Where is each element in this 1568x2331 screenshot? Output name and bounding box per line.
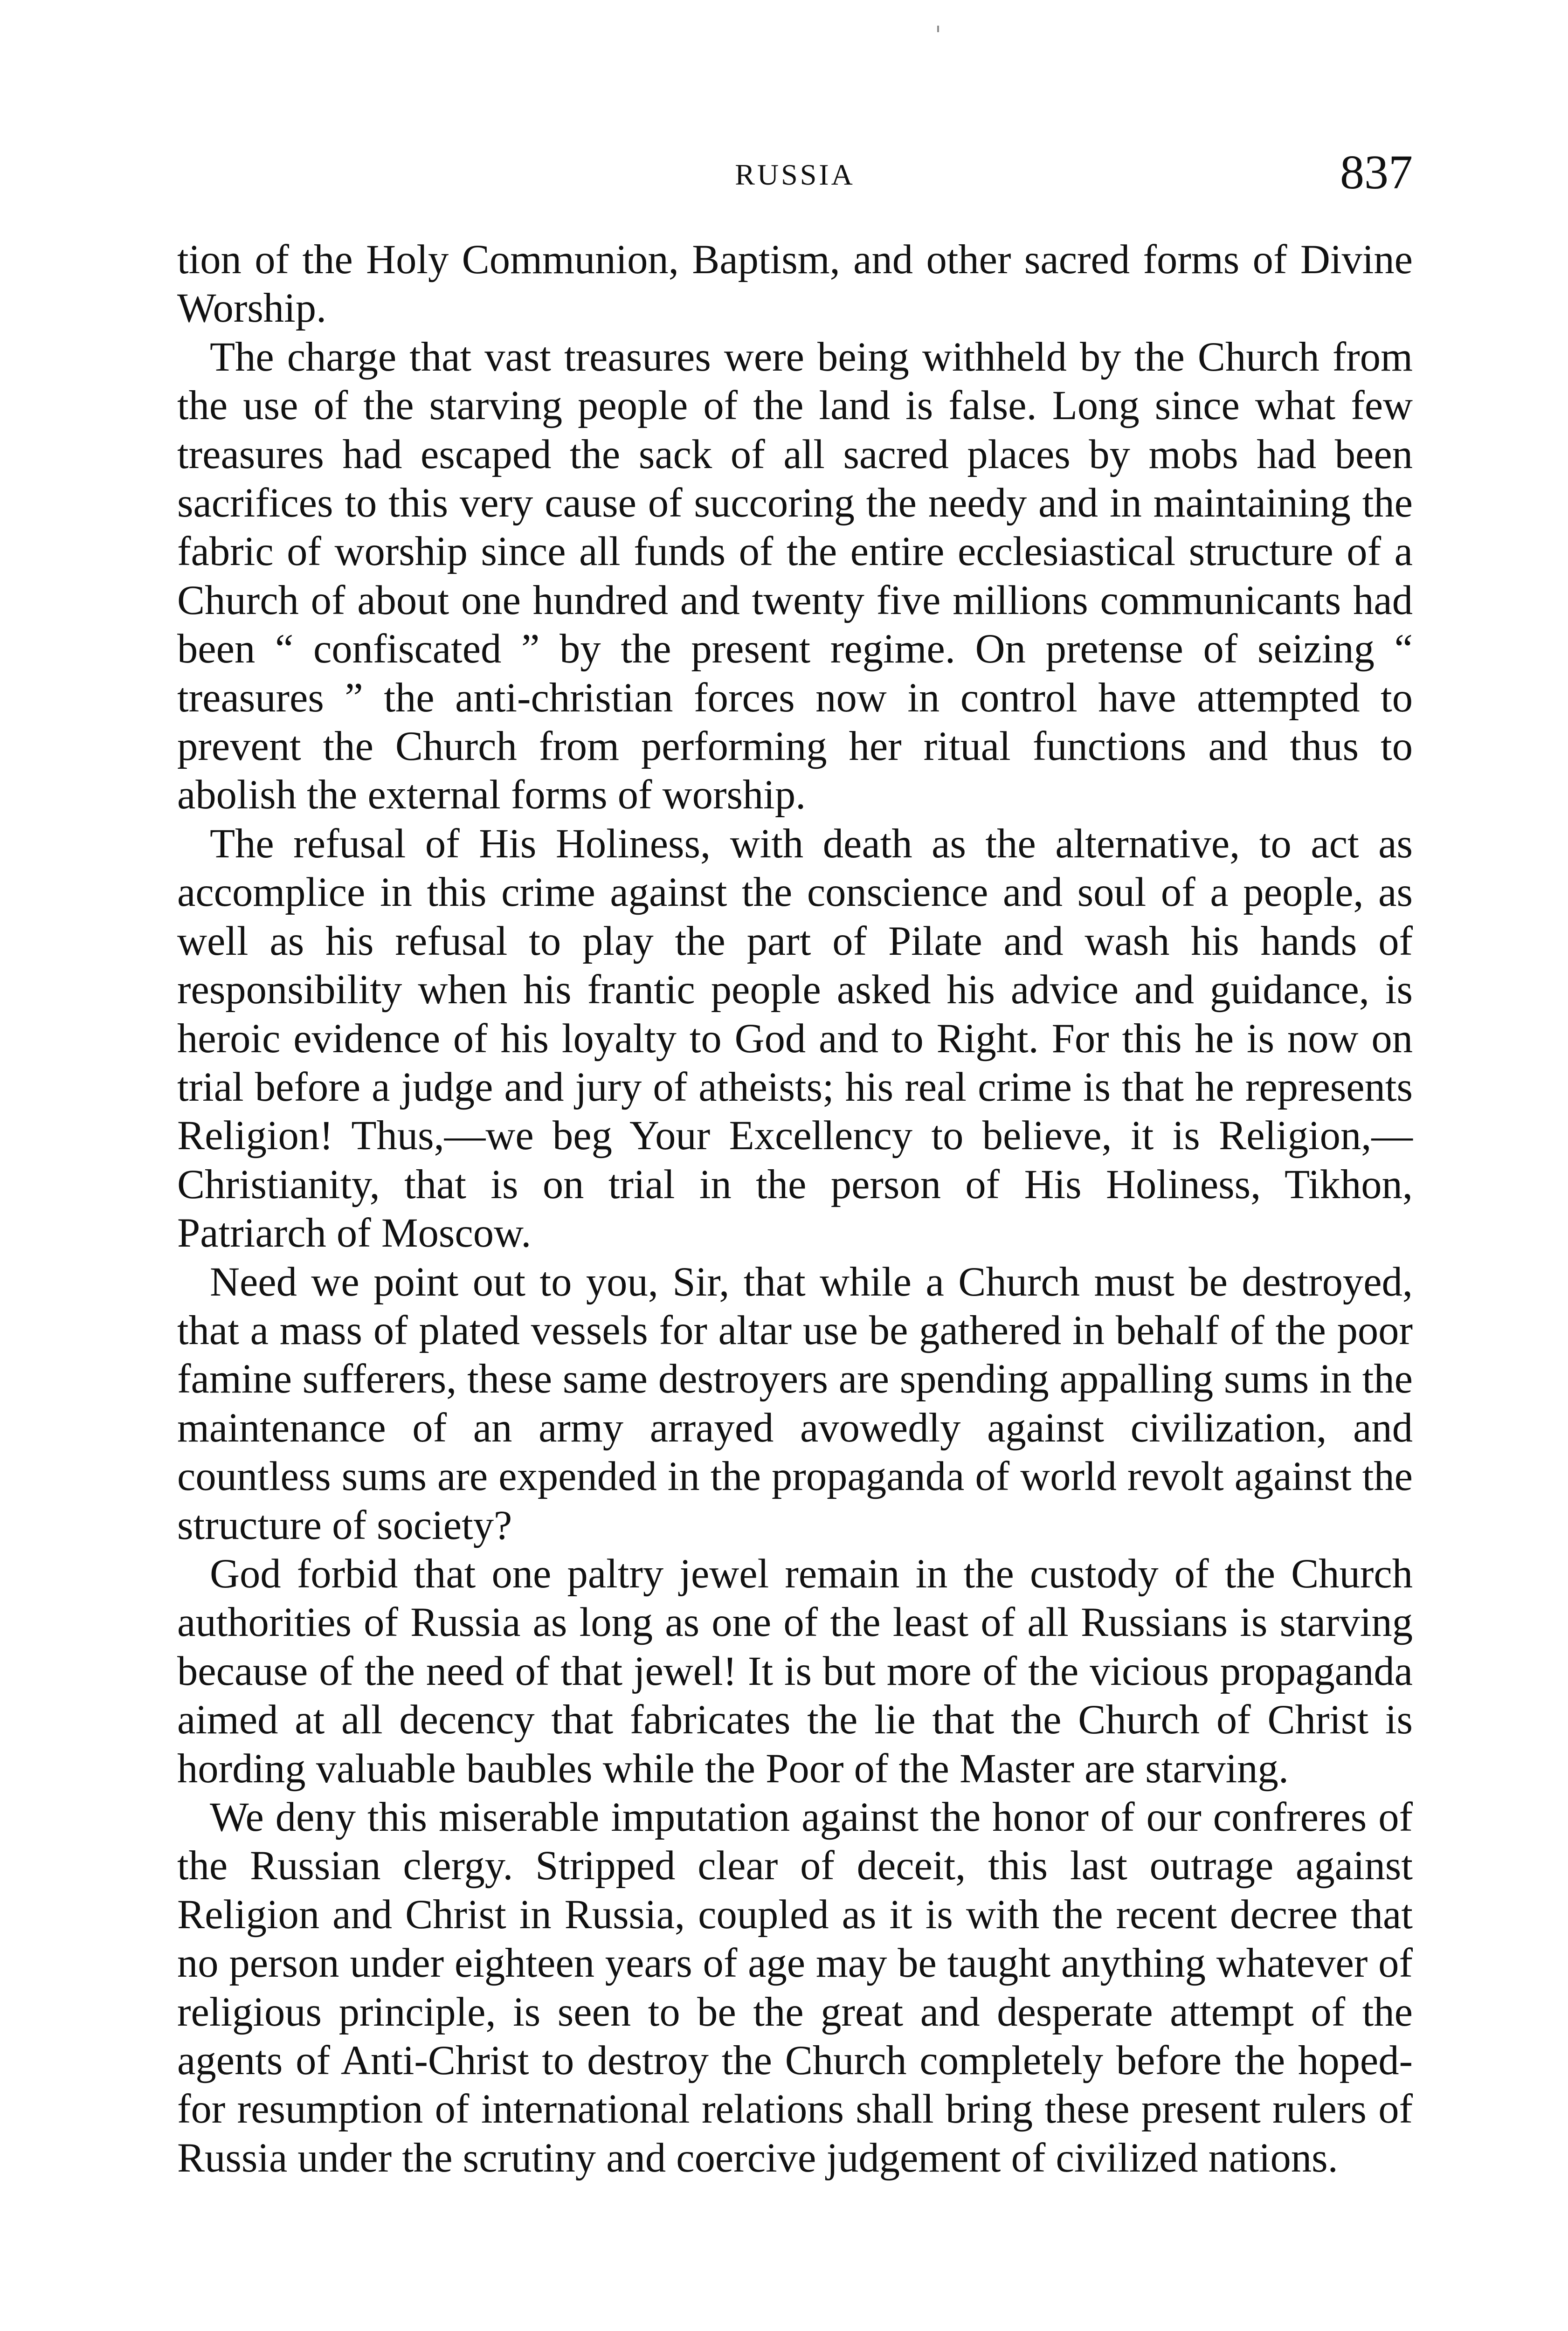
paragraph-4: Need we point out to you, Sir, that while a Church must be destroyed, that a mass of plated vessels for altar use be gathered in behalf of the poor famine sufferers, these same destroyers are spending appalling sums in the maintenance of an army arrayed avowedly against civilization, and countless sums are expended in the propaganda of world revolt against the structure of society? [177,1259,1413,1548]
page-number: 837 [1340,145,1413,199]
paragraph-6: We deny this miserable imputation against the honor of our confreres of the Russian clergy. Stripped clear of deceit, this last outrage against Religion and Christ in Russia, coupled as it is with the recent decree that no person under eighteen years of age may be taught anything whatever of religious principle, is seen to be the great and desperate attempt of the agents of Anti-Christ to destroy the Church completely before the hoped-for resumption of international relations shall bring these present rulers of Russia under the scrutiny and coercive judgement of civilized nations. [177,1794,1413,2181]
paragraph-1: tion of the Holy Communion, Baptism, and other sacred forms of Divine Worship. [177,237,1413,331]
paragraph-2: The charge that vast treasures were being withheld by the Church from the use of the starving people of the land is false. Long since what few treasures had escaped the sack of all sacred places by mobs had been sacrifices to this very cause of succoring the needy and in maintaining the fabric of worship since all funds of the entire ecclesiastical structure of a Church of about one hundred and twenty five millions communicants had been “ confiscated ” by the present regime. On pretense of seizing “ treasures ” the anti-christian forces now in control have attempted to prevent the Church from performing her ritual functions and thus to abolish the external forms of worship. [177,334,1413,818]
scan-mark [937,26,939,32]
body-text [177,235,1413,2182]
paragraph-3: The refusal of His Holiness, with death as the alternative, to act as accomplice in this crime against the conscience and soul of a people, as well as his refusal to play the part of Pilate and wash his hands of responsibility when his frantic people asked his advice and guidance, is heroic evidence of his loyalty to God and to Right. For this he is now on trial before a judge and jury of atheists; his real crime is that he represents Religion! Thus,—we beg Your Excellency to believe, it is Religion,—Christianity, that is on trial in the person of His Holiness, Tikhon, Patriarch of Moscow. [177,821,1413,1256]
paragraph-5: God forbid that one paltry jewel remain in the custody of the Church authorities of Russia as long as one of the least of all Russians is starving because of the need of that jewel! It is but more of the vicious propaganda aimed at all decency that fabricates the lie that the Church of Christ is hording valuable baubles while the Poor of the Master are starving. [177,1551,1413,1792]
page-header [177,145,1413,214]
running-head: RUSSIA [735,158,855,191]
